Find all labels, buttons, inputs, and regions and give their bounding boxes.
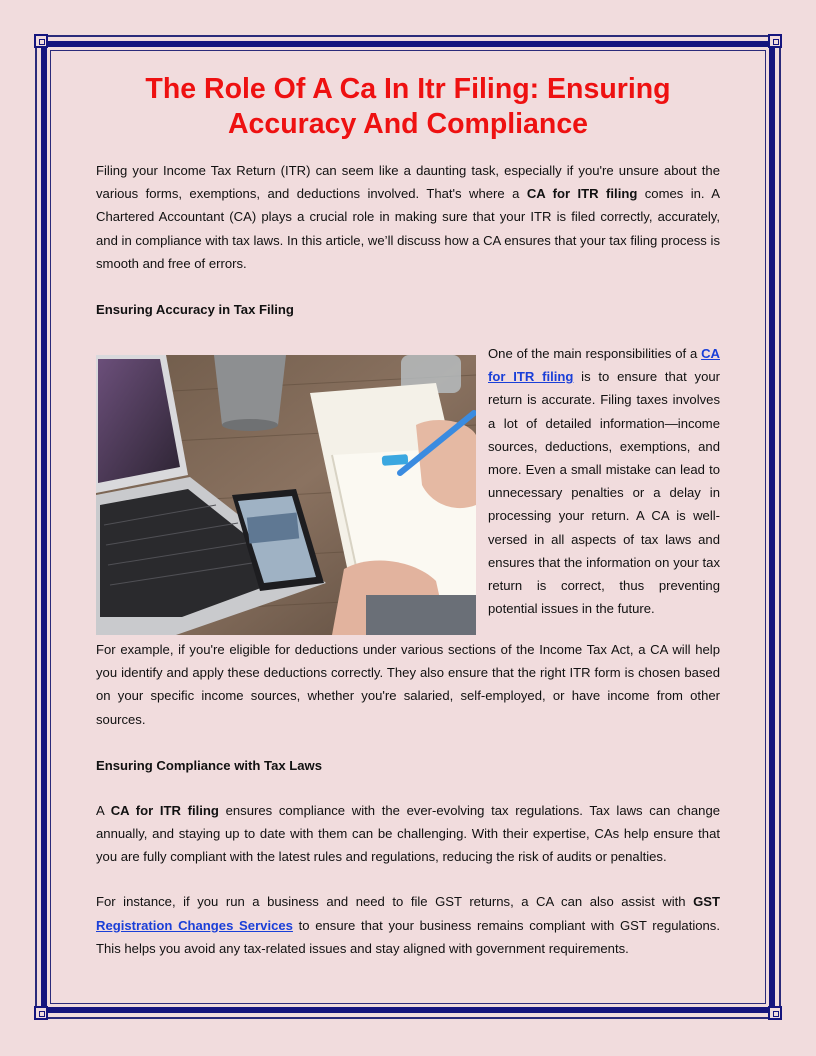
accuracy-text-end: is to ensure that your return is accurate. Filing taxes involves a lot of detailed information—income sources, deductions, exemptions, and more. Even a small mistake can lead to unnecessary penalties or a delay in processing your return. A CA is well-versed in all aspects of tax laws and ensures that the information on your tax return is correct, thus preventing potential issues in the future. <box>488 369 720 617</box>
gst-text-end: to ensure that your business remains compliant with GST regulations. This helps you avoid any tax-related issues and stay aligned with government requirements. <box>96 917 720 956</box>
article <box>96 72 720 960</box>
accuracy-paragraph <box>488 342 720 620</box>
intro-paragraph <box>96 159 720 275</box>
corner-ornament <box>768 34 782 48</box>
compliance-text: A <box>96 802 111 818</box>
gst-paragraph <box>96 890 720 960</box>
compliance-bold-keyword: CA for ITR filing <box>110 802 219 818</box>
corner-ornament <box>768 1006 782 1020</box>
gst-text: For instance, if you run a business and need to file GST returns, a CA can also assist with <box>96 894 694 910</box>
corner-ornament <box>34 1006 48 1020</box>
section1-image-row <box>96 342 720 635</box>
ca-itr-filing-link[interactable]: CA for ITR filing <box>488 346 720 385</box>
accuracy-text: One of the main responsibilities of a <box>488 346 702 362</box>
corner-ornament <box>34 34 48 48</box>
compliance-paragraph <box>96 799 720 869</box>
section-heading-compliance: Ensuring Compliance with Tax Laws <box>96 757 323 773</box>
intro-text: Filing your Income Tax Return (ITR) can seem like a daunting task, especially if you're unsure about the various forms, exemptions, and deductions involved. That's where a <box>96 163 720 202</box>
section1-side-column <box>488 342 720 635</box>
desk-photo-laptop-phone-notebook <box>96 355 476 635</box>
gst-registration-changes-link[interactable]: Registration Changes Services <box>96 917 293 933</box>
intro-bold-keyword: CA for ITR filing <box>526 186 638 202</box>
gst-bold-keyword: GST <box>693 894 720 910</box>
intro-text-end: comes in. A Chartered Accountant (CA) plays a crucial role in making sure that your ITR is filed correctly, accurately, and in compliance with tax laws. In this article, we’ll discuss how a CA ensures that your tax filing process is smooth and free of errors. <box>96 186 721 271</box>
section-heading-accuracy: Ensuring Accuracy in Tax Filing <box>96 302 294 318</box>
example-paragraph: For example, if you're eligible for deductions under various sections of the Income Tax Act, a CA will help you identify and apply these deductions correctly. They also ensure that the right ITR form is chosen based on your specific income sources, whether you're salaried, self-employed, or have income from other sources. <box>96 642 720 727</box>
compliance-text-end: ensures compliance with the ever-evolving tax regulations. Tax laws can change annually, and staying up to date with them can be challenging. With their expertise, CAs help ensure that you are fully compliant with the latest rules and regulations, reducing the risk of audits or penalties. <box>96 802 721 865</box>
article-title: The Role Of A Ca In Itr Filing: Ensuring Accuracy And Compliance <box>145 73 671 140</box>
